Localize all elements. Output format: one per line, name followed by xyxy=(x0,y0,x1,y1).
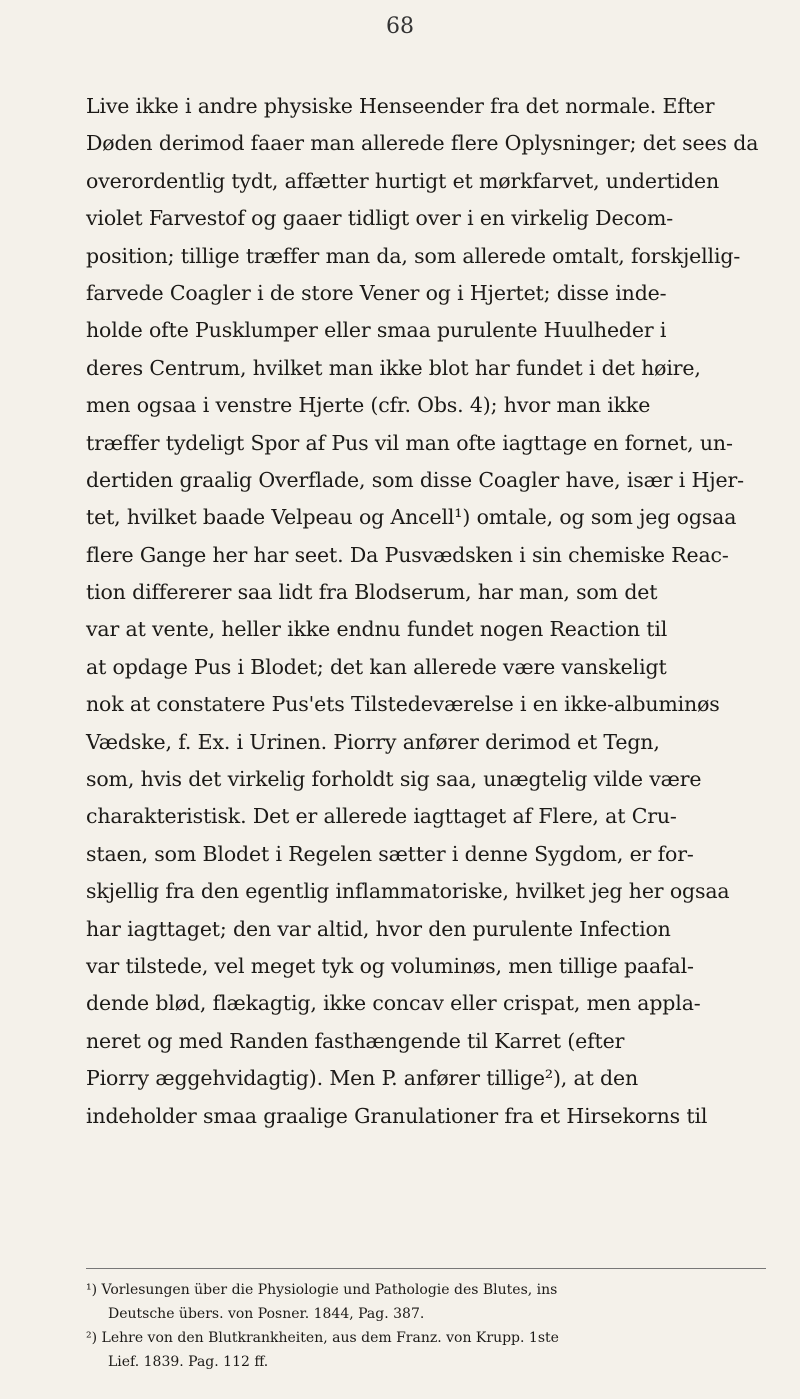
text-line: Piorry æggehvidagtig). Men P. anfører tillige²), at den xyxy=(86,1066,639,1091)
text-line: Vædske, f. Ex. i Urinen. Piorry anfører derimod et Tegn, xyxy=(86,729,660,754)
page-number: 68 xyxy=(386,14,414,39)
text-line: position; tillige træffer man da, som allerede omtalt, forskjellig- xyxy=(86,243,741,268)
text-line: Live ikke i andre physiske Henseender fra det normale. Efter xyxy=(86,94,715,118)
footnote-divider xyxy=(86,1268,766,1269)
text-line: Døden derimod faaer man allerede flere Oplysninger; det sees da xyxy=(86,131,759,156)
text-line: dertiden graalig Overflade, som disse Coagler have, især i Hjer- xyxy=(86,467,744,492)
text-line: har iagttaget; den var altid, hvor den purulente Infection xyxy=(86,916,671,941)
text-line: tet, hvilket baade Velpeau og Ancell¹) omtale, og som jeg ogsaa xyxy=(86,505,737,530)
text-line: men ogsaa i venstre Hjerte (cfr. Obs. 4); hvor man ikke xyxy=(86,393,651,418)
text-line: var tilstede, vel meget tyk og voluminøs, men tillige paafal- xyxy=(86,953,694,978)
text-line: farvede Coagler i de store Vener og i Hjertet; disse inde- xyxy=(86,280,667,305)
text-line: deres Centrum, hvilket man ikke blot har fundet i det høire, xyxy=(86,355,701,380)
footnote-2-line-1: ²) Lehre von den Blutkrankheiten, aus dem Franz. von Krupp. 1ste xyxy=(86,1330,559,1346)
footnote-1-line-1: ¹) Vorlesungen über die Physiologie und Pathologie des Blutes, ins xyxy=(86,1282,558,1298)
text-line: violet Farvestof og gaaer tidligt over i en virkelig Decom- xyxy=(86,206,674,231)
text-line: var at vente, heller ikke endnu fundet nogen Reaction til xyxy=(86,617,668,642)
footnote-2-line-2: Lief. 1839. Pag. 112 ff. xyxy=(108,1354,269,1370)
text-line: skjellig fra den egentlig inflammatoriske, hvilket jeg her ogsaa xyxy=(86,879,730,904)
text-line: charakteristisk. Det er allerede iagttaget af Flere, at Cru- xyxy=(86,804,677,829)
body-text xyxy=(86,88,766,1135)
text-line: flere Gange her har seet. Da Pusvædsken i sin chemiske Reac- xyxy=(86,542,729,567)
text-line: nok at constatere Pus'ets Tilstedeværelse i en ikke-albuminøs xyxy=(86,692,720,717)
text-line: holde ofte Pusklumper eller smaa purulente Huulheder i xyxy=(86,318,667,343)
text-line: indeholder smaa graalige Granulationer fra et Hirsekorns til xyxy=(86,1103,708,1128)
footnotes xyxy=(86,1278,766,1374)
text-line: at opdage Pus i Blodet; det kan allerede være vanskeligt xyxy=(86,654,667,679)
text-line: dende blød, flækagtig, ikke concav eller crispat, men appla- xyxy=(86,991,701,1016)
text-line: som, hvis det virkelig forholdt sig saa, unægtelig vilde være xyxy=(86,767,702,792)
text-line: neret og med Randen fasthængende til Karret (efter xyxy=(86,1028,625,1053)
text-line: overordentlig tydt, affætter hurtigt et mørkfarvet, undertiden xyxy=(86,168,720,193)
text-line: træffer tydeligt Spor af Pus vil man ofte iagttage en fornet, un- xyxy=(86,430,733,455)
text-line: staen, som Blodet i Regelen sætter i denne Sygdom, er for- xyxy=(86,841,694,866)
footnote-1-line-2: Deutsche übers. von Posner. 1844, Pag. 387. xyxy=(108,1306,425,1322)
text-line: tion differerer saa lidt fra Blodserum, har man, som det xyxy=(86,580,658,605)
